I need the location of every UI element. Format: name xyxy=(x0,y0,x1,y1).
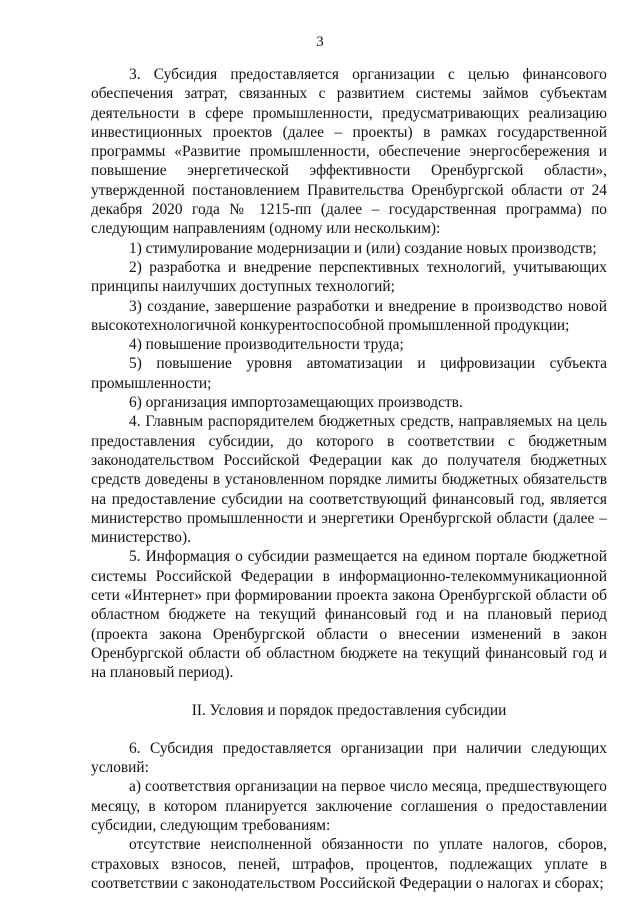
list-item-3: 3) создание, завершение разработки и внедрение в производство новой высокотехнологичной конкурентоспособной промышленной продукции; xyxy=(91,297,607,334)
spacer xyxy=(91,720,607,739)
list-item-4: 4) повышение производительности труда; xyxy=(129,336,404,354)
list-item-1: 1) стимулирование модернизации и (или) создание новых производств; xyxy=(129,239,597,257)
paragraph-3: 3. Субсидия предоставляется организации с целью финансового обеспечения затрат, связанных с развитием системы займов субъектам деятельности в сфере промышленности, предусматривающих реализацию инвестиционных проектов (далее – проекты) в рамках государственной программы «Развитие промышленности, обеспечение энергосбережения и повышение энергетической эффективности Оренбургской области», утвержденной постановлением Правительства Оренбургской области от 24 декабря 2020 года № 1215-пп (далее – государственная программа) по следующим направлениям (одному или нескольким): xyxy=(91,66,607,238)
subparagraph-a: а) соответствия организации на первое число месяца, предшествующего месяцу, в котором планируется заключение соглашения о предоставлении субсидии, следующим требованиям: xyxy=(91,778,607,834)
document-body xyxy=(91,65,607,893)
spacer xyxy=(91,683,607,701)
page-number: 3 xyxy=(316,34,324,50)
requirement-text: отсутствие неисполненной обязанности по уплате налогов, сборов, страховых взносов, пеней, штрафов, процентов, подлежащих уплате в соответствии с законодательством Российской Федерации о налогах и сборах; xyxy=(91,836,607,892)
list-item-5: 5) повышение уровня автоматизации и цифровизации субъекта промышленности; xyxy=(91,355,607,392)
paragraph-6: 6. Субсидия предоставляется организации при наличии следующих условий: xyxy=(91,739,607,777)
section-heading: II. Условия и порядок предоставления субсидии xyxy=(191,701,507,719)
list-item-6: 6) организация импортозамещающих производств. xyxy=(129,394,463,412)
paragraph-4: 4. Главным распорядителем бюджетных средств, направляемых на цель предоставления субсидии, до которого в соответствии с бюджетным законодательством Российской Федерации как до получателя бюджетных средств доведены в установленном порядке лимиты бюджетных обязательств на предоставление субсидии на соответствующий финансовый год, является министерство промышленности и энергетики Оренбургской области (далее – министерство). xyxy=(91,413,607,547)
list-item-2: 2) разработка и внедрение перспективных технологий, учитывающих принципы наилучших доступных технологий; xyxy=(91,258,607,296)
paragraph-5: 5. Информация о субсидии размещается на едином портале бюджетной системы Российской Федерации в информационно-телекоммуникационной сети «Интернет» при формировании проекта закона Оренбургской области об областном бюджете на текущий финансовый год и на плановый период (проекта закона Оренбургской области о внесении изменений в закон Оренбургской области об областном бюджете на текущий финансовый год и на плановый период). xyxy=(91,548,607,682)
